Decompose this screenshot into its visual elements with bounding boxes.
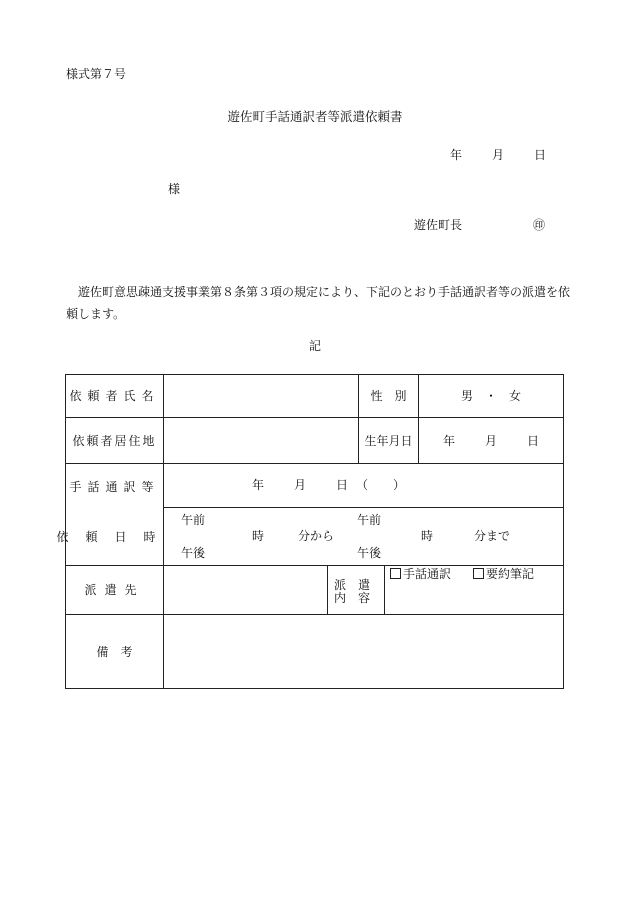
end-am-label[interactable]: 午前 [357,513,382,527]
request-table [56,374,564,689]
form-number: 様式第７号 [66,67,127,81]
birthdate-label: 生年月日 [364,433,413,448]
seal-mark: ㊞ [533,218,546,232]
checkbox-icon[interactable] [473,568,484,579]
destination-label: 派遣先 [84,583,145,597]
document-date [450,149,546,161]
requester-name-field[interactable] [164,375,358,417]
end-hour-label: 時 [421,529,434,543]
requester-address-field[interactable] [164,418,358,463]
row-divider [66,463,563,464]
col-divider [327,565,328,614]
request-date-month: 月 [294,478,307,492]
birthdate-day: 日 [527,433,540,448]
issuer-name: 遊佐町長 [414,218,463,232]
addressee-suffix: 様 [168,182,181,196]
request-date-paren-close: ） [393,478,406,492]
requester-name-label: 依頼者氏名 [69,389,160,403]
birthdate-year: 年 [442,433,455,448]
start-pm-label[interactable]: 午後 [181,546,206,560]
content-label-line2: 内 容 [334,591,371,605]
interpreter-label: 手話通訳等 [69,480,160,494]
start-minute-from-label: 分から [298,529,335,543]
remarks-field[interactable] [164,615,563,689]
row-divider [164,507,563,508]
content-option-summary-writing[interactable]: 要約筆記 [473,568,534,580]
birthdate-month: 月 [484,433,497,448]
requester-address-label: 依頼者居住地 [72,433,157,448]
content-option-sign-language[interactable]: 手話通訳 [390,568,451,580]
request-text: 遊佐町意思疎通支援事業第８条第３項の規定により、下記のとおり手話通訳者等の派遣を依頼します。 [66,285,571,321]
date-year-label: 年 [450,148,463,162]
gender-label: 性 別 [370,389,407,403]
request-date-year: 年 [252,478,265,492]
start-am-label[interactable]: 午前 [181,513,206,527]
checkbox-icon[interactable] [390,568,401,579]
start-hour-label: 時 [252,529,265,543]
gender-options[interactable]: 男 ・ 女 [460,389,521,403]
request-date-day: 日 [336,478,349,492]
remarks-label: 備 考 [96,645,133,659]
content-label-line1: 派 遣 [334,578,371,592]
document-title: 遊佐町手話通訳者等派遣依頼書 [227,109,403,124]
end-pm-label[interactable]: 午後 [357,546,382,560]
ki-heading: 記 [308,339,321,353]
date-month-label: 月 [492,148,505,162]
col-divider [384,565,385,614]
birthdate-field[interactable] [419,418,563,463]
destination-field[interactable] [164,566,327,614]
end-minute-until-label: 分まで [474,529,511,543]
request-datetime-label: 依頼日時 [56,530,173,544]
request-date-paren-open: （ [356,478,369,492]
date-day-label: 日 [534,148,547,162]
